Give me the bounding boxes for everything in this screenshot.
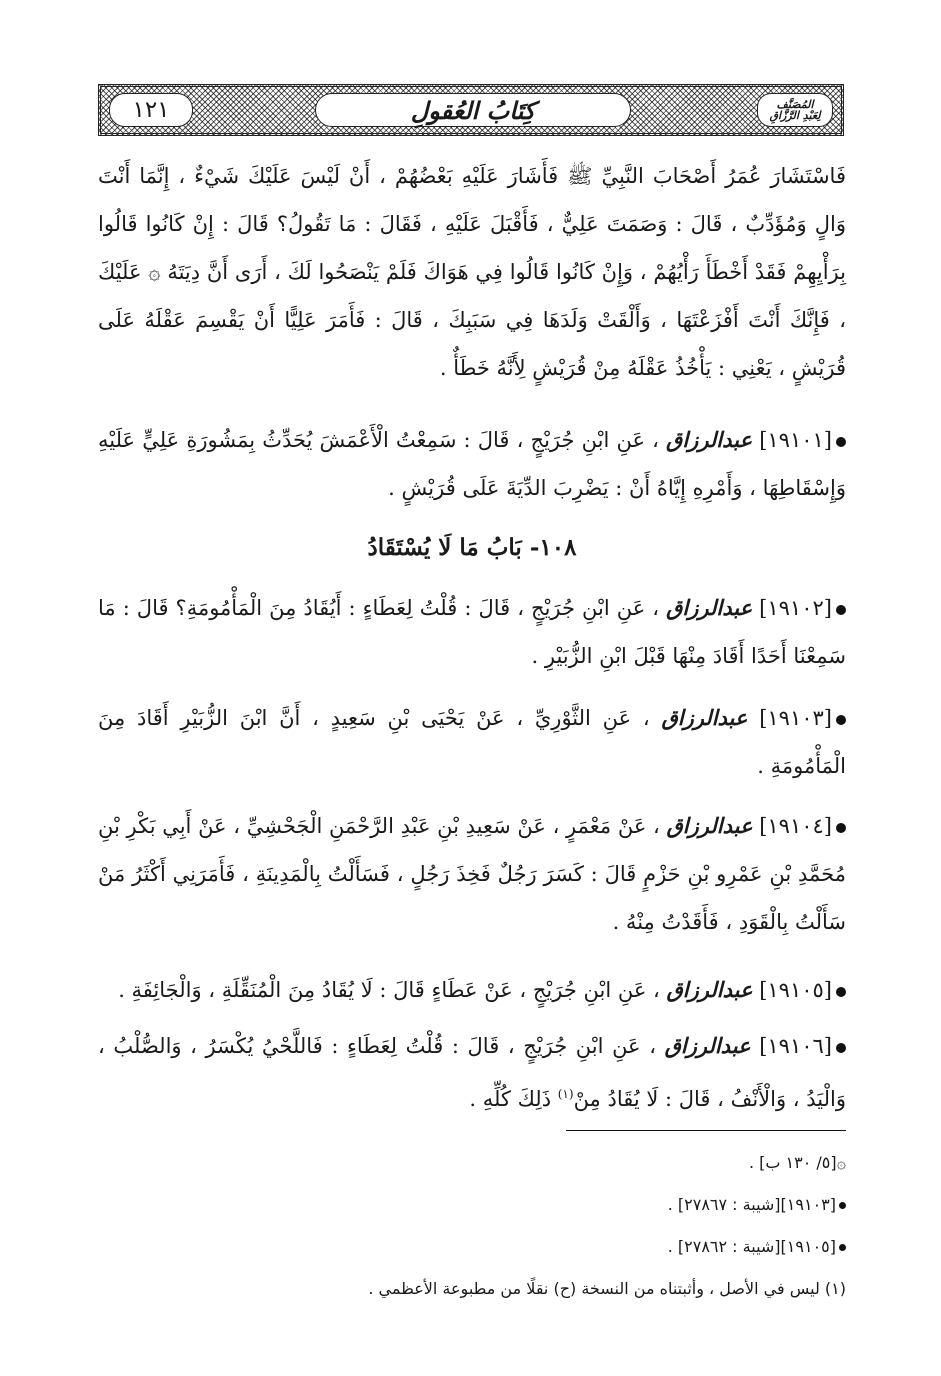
entry-number: [١٩١٠١]	[759, 428, 832, 452]
narrator-name: عبدالرزاق	[666, 427, 753, 452]
entry-text: ، عَنِ ابْنِ جُرَيْجٍ ، قَالَ : سَمِعْتُ الْأَعْمَشَ يُحَدِّثُ بِمَشُورَةِ عَلِيٍّ عَلَيْهِ وَإِسْقَاطِهَا ، وَأَمْرِهِ إِيَّاهُ أَنْ : يَضْرِبَ الدِّيَةَ عَلَى قُرَيْشٍ .	[98, 428, 846, 500]
entry-number: [١٩١٠٢]	[759, 596, 832, 620]
narrator-name: عبدالرزاق	[664, 1033, 751, 1058]
bullet-icon	[839, 1244, 846, 1251]
bullet-icon	[836, 715, 846, 725]
narrator-name: عبدالرزاق	[666, 595, 753, 620]
bullet-icon	[836, 437, 846, 447]
logo-line-2: لِعَبْدِ الرَّزَّاقِ	[769, 109, 821, 122]
footnote-marker[interactable]: (١)	[557, 1087, 574, 1101]
narrator-name: عبدالرزاق	[661, 705, 748, 730]
book-title: كِتَابُ العُقولِ	[410, 95, 536, 125]
bullet-icon	[836, 605, 846, 615]
footnote-ref-text: [١٩١٠٥][شيبة : ٢٧٨٦٢] .	[667, 1237, 836, 1256]
footnote-ref	[98, 1192, 846, 1218]
bullet-icon	[839, 1202, 846, 1209]
publisher-logo	[757, 93, 833, 127]
footnote-ref	[98, 1234, 846, 1260]
footnote-divider	[566, 1130, 846, 1131]
hadith-entry	[98, 584, 846, 680]
entry-number: [١٩١٠٦]	[759, 1034, 832, 1058]
page-number: ١٢١	[132, 97, 170, 123]
chapter-heading: ١٠٨- بَابُ مَا لَا يُسْتَقَادُ	[367, 534, 577, 561]
page-number-box	[109, 93, 193, 127]
running-header	[98, 84, 844, 136]
entry-text: ، عَنِ ابْنِ جُرَيْجٍ ، عَنْ عَطَاءٍ قَالَ : لَا يُقَادُ مِنَ الْمُنَقِّلَةِ ، وَالْجَائِفَةِ .	[118, 978, 660, 1002]
hadith-entry	[98, 694, 846, 790]
narration-paragraph: فَاسْتَشَارَ عُمَرُ أَصْحَابَ النَّبِيِّ ﷺ فَأَشَارَ عَلَيْهِ بَعْضُهُمْ ، أَنْ لَيْسَ عَلَيْكَ شَيْءٌ ، إِنَّمَا أَنْتَ وَالٍ وَمُؤَدِّبٌ ، قَالَ : وَصَمَتَ عَلِيٌّ ، فَأَقْبَلَ عَلَيْهِ ، فَقَالَ : مَا تَقُولُ؟ قَالَ : إِنْ كَانُوا قَالُوا بِرَأْيِهِمْ فَقَدْ أَخْطَأَ رَأْيُهُمْ ، وَإِنْ كَانُوا قَالُوا فِي هَوَاكَ فَلَمْ يَنْصَحُوا لَكَ ، أَرَى أَنَّ دِيَتَهُ ۞ عَلَيْكَ ، فَإِنَّكَ أَنْتَ أَفْزَعْتَهَا ، وَأَلْقَتْ وَلَدَهَا فِي سَبَبِكَ ، قَالَ : فَأَمَرَ عَلِيًّا أَنْ يَقْسِمَ عَقْلَهُ عَلَى قُرَيْشٍ ، يَعْنِي : يَأْخُذُ عَقْلَهُ مِنْ قُرَيْشٍ لِأَنَّهُ خَطَأٌ .	[98, 164, 846, 380]
narrator-name: عبدالرزاق	[666, 977, 753, 1002]
hadith-entry	[98, 802, 846, 946]
footnote-note: (١) ليس في الأصل ، وأثبتناه من النسخة (ح) نقلًا من مطبوعة الأعظمي .	[368, 1279, 846, 1298]
hadith-entry	[98, 416, 846, 512]
logo-line-1: المُصَنَّف	[776, 98, 814, 111]
footnote-ref-text: [١٩١٠٣][شيبة : ٢٧٨٦٧] .	[667, 1195, 836, 1214]
bullet-icon	[836, 823, 846, 833]
entry-text: ، عَنِ ابْنِ جُرَيْجٍ ، قَالَ : قُلْتُ لِعَطَاءٍ : أَيُقَادُ مِنَ الْمَأْمُومَةِ؟ قَالَ : مَا سَمِعْنَا أَحَدًا أَقَادَ مِنْهَا قَبْلَ ابْنِ الزُّبَيْرِ .	[98, 596, 846, 668]
footnote-folio: ۞[٥/ ١٣٠ ب] .	[748, 1153, 846, 1172]
bullet-icon	[836, 1043, 846, 1053]
hadith-entry	[98, 1022, 846, 1123]
book-title-box	[315, 93, 631, 127]
entry-text: ، عَنِ الثَّوْرِيِّ ، عَنْ يَحْيَى بْنِ سَعِيدٍ ، أَنَّ ابْنَ الزُّبَيْرِ أَقَادَ مِنَ الْمَأْمُومَةِ .	[98, 706, 846, 778]
entry-number: [١٩١٠٥]	[759, 978, 832, 1002]
narrator-name: عبدالرزاق	[666, 813, 753, 838]
entry-text: ، عَنِ ابْنِ جُرَيْجٍ ، قَالَ : قُلْتُ لِعَطَاءٍ : فَاللَّحْيُ يُكْسَرُ ، وَالصُّلْبُ ، وَالْيَدُ ، وَالْأَنْفُ ، قَالَ : لَا يُقَادُ مِنْ	[98, 1034, 846, 1111]
entry-text-end: ذَلِكَ كُلِّهِ .	[469, 1087, 552, 1111]
hadith-entry	[98, 966, 846, 1014]
entry-number: [١٩١٠٤]	[759, 814, 832, 838]
entry-text: ، عَنْ مَعْمَرٍ ، عَنْ سَعِيدِ بْنِ عَبْدِ الرَّحْمَنِ الْجَحْشِيِّ ، عَنْ أَبِي بَكْرِ بْنِ مُحَمَّدِ بْنِ عَمْرِو بْنِ حَزْمٍ قَالَ : كَسَرَ رَجُلٌ فَخِذَ رَجُلٍ ، فَسَأَلْتُ بِالْمَدِينَةِ ، فَأَمَرَنِي أَكْثَرُ مَنْ سَأَلْتُ بِالْقَوَدِ ، فَأَقَدْتُ مِنْهُ .	[98, 814, 846, 934]
entry-number: [١٩١٠٣]	[759, 706, 832, 730]
bullet-icon	[836, 987, 846, 997]
